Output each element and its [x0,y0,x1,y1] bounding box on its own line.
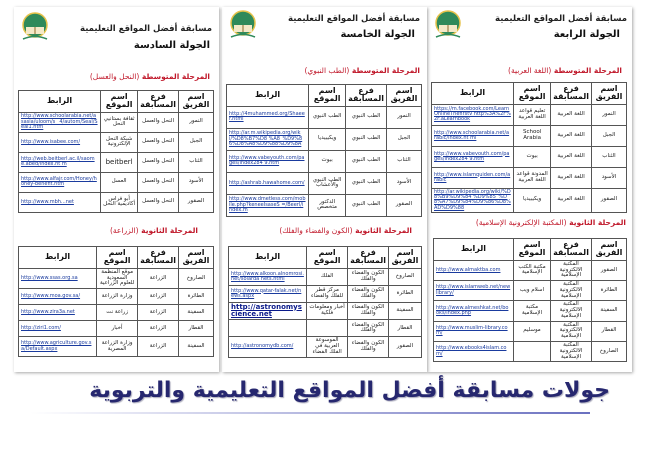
table-row [19,152,214,172]
team-cell: الأسود [387,172,422,194]
branch-cell: الزراعة [138,337,179,357]
header-site: اسم الموقع [514,83,551,105]
team-cell: القطار [179,321,214,337]
link-cell[interactable]: http://www.schoolarabia.net/arabic/index.ht ml [432,125,514,146]
branch-cell: اللغة العربية [551,188,592,212]
team-cell: الصقور [389,337,422,357]
round-6-logo [18,12,52,42]
table-row [19,112,214,132]
round-6-middle-table [18,90,214,213]
table-row [19,192,214,212]
link-cell[interactable]: http://astronomydb.com/ [229,337,307,357]
site-cell: اسلام ويب [514,281,551,301]
branch-cell: الكون والفضاء والفلك [348,320,389,337]
team-cell: الأسود [592,167,627,188]
round-6-contest-title: مسابقة أفضل المواقع التعليمية [80,24,212,34]
round-6-title: الجولة السادسة [133,40,210,51]
header-branch: فرع المسابقة [348,247,389,269]
site-cell: ويكيبيديا [309,128,346,150]
link-cell[interactable]: http://www.zira3a.net [19,305,97,321]
site-cell: شبكة النحل الإلكترونية [101,132,138,152]
round-5-middle-sub: (الطب النبوي) [304,66,350,75]
header-link: الرابط [229,247,307,269]
round-5-secondary-heading [279,226,412,235]
header-team: اسم الفريق [387,85,422,107]
round-6-secondary-heading [110,226,198,235]
link-cell[interactable]: http://www.islamweb.net/newlibrary/ [434,281,514,301]
link-cell[interactable]: http://www.moa.gov.sa/ [19,289,97,305]
team-cell: الثناب [179,152,214,172]
header-site: اسم الموقع [514,239,551,261]
round-6-middle-heading [90,72,210,81]
round-4-logo [431,10,465,40]
link-cell[interactable]: http://www.mbh...net [19,192,101,212]
team-cell: الثناب [592,146,627,167]
table-row [434,341,627,361]
branch-cell: اللغة العربية [551,167,592,188]
branch-cell: الطب النبوي [346,128,387,150]
branch-cell: الكون والفضاء والفلك [348,268,389,285]
team-cell: السفينة [179,305,214,321]
link-cell[interactable]: http://web.beitberl.ac.il/saome.abed/index.ht m [19,152,101,172]
round-4-secondary-sub: (المكتبة الإلكترونية الإسلامية) [475,218,567,227]
table-row [227,172,422,194]
header-site: اسم الموقع [101,91,138,113]
site-cell: أبو فراس أكاديمية النحل [101,192,138,212]
table-row [229,285,422,302]
team-cell: السفينة [389,302,422,320]
branch-cell: اللغة العربية [551,104,592,125]
link-cell[interactable]: http://astronomyscience.net [229,302,307,320]
team-cell: الطائرة [179,289,214,305]
round-6-middle-sub: (النحل والعسل) [89,72,140,81]
branch-cell: النحل والعسل [138,152,179,172]
round-5-middle-table [226,84,422,217]
round-5-secondary-label: المرحلة الثانوية [355,226,412,235]
branch-cell: المكتبة الالكترونية الإسلامية [551,281,592,301]
header-link: الرابط [432,83,514,105]
link-cell[interactable]: http://4muhammed.org/Shaeer.html [227,106,309,128]
header-link: الرابط [19,91,101,113]
table-row [229,302,422,320]
round-5-logo [226,10,260,40]
branch-cell: النحل والعسل [138,132,179,152]
link-cell[interactable]: http://www.almaktba.com [434,260,514,280]
header-branch: فرع المسابقة [346,85,387,107]
link-cell[interactable]: http://www.isabee.com/ [19,132,101,152]
site-cell: الطب النبوي والأعشاب [309,172,346,194]
site-cell: المدونة قواعد اللغة العربية [514,167,551,188]
round-4-middle-label: المرحلة المتوسطة [553,66,622,75]
team-cell: الصاروخ [389,268,422,285]
round-5-title: الجولة الخامسة [340,29,415,40]
link-cell[interactable]: http://www.schoolarabia.net/asasia/uloom/s _4/autom/Seal/Seal1.htm [19,112,101,132]
header-branch: فرع المسابقة [551,239,592,261]
header-link: الرابط [227,85,309,107]
round-5-contest-title: مسابقة أفضل المواقع التعليمية [288,14,420,24]
title-underline [30,412,590,414]
table-row [19,289,214,305]
team-cell: النمور [179,112,214,132]
table-row [19,172,214,192]
round-5-secondary-sub: (الكون والفضاء والفلك) [279,226,353,235]
site-cell: الموسوعة العربية في الفلك الفضاء [307,337,348,357]
site-cell: وزارة الزراعة المصرية [97,337,138,357]
round-6-secondary-sub: (الزراعة) [109,226,139,235]
branch-cell: النحل والعسل [138,112,179,132]
branch-cell: النحل والعسل [138,172,179,192]
round-6-middle-label: المرحلة المتوسطة [141,72,210,81]
site-cell: موقع المنظمة السعودية للعلوم الزراعية [97,268,138,288]
team-cell: الصقور [179,192,214,212]
table-row [227,150,422,172]
link-cell[interactable]: http://www.alkoon.alnomrosi.net/solarda nets.html [229,268,307,285]
team-cell: الجبل [387,128,422,150]
team-cell: الطائرة [389,285,422,302]
team-cell: الثناب [387,150,422,172]
table-row [434,281,627,301]
branch-cell: الطب النبوي [346,106,387,128]
link-cell[interactable]: http://www.islamquiden.com/arabic [432,167,514,188]
table-row [229,268,422,285]
team-cell: الصقور [592,260,627,280]
header-team: اسم الفريق [389,247,422,269]
table-row [227,106,422,128]
link-cell[interactable]: http://ar.wikipedia.org/wiki/%D8%B9%D9%84 %D9%85_%D8%A7%D9%84%D9%86%D8%AD%D9%88 [432,188,514,212]
header-site: اسم الموقع [307,247,348,269]
branch-cell: الطب النبوي [346,150,387,172]
branch-cell: اللغة العربية [551,146,592,167]
site-cell: مركز قطر للفلك والفضاء [307,285,348,302]
site-cell: تعليم قواعد اللغة العربية [514,104,551,125]
round-5-middle-label: المرحلة المتوسطة [351,66,420,75]
header-branch: فرع المسابقة [138,247,179,269]
header-link: الرابط [19,247,97,269]
table-row [432,125,627,146]
table-row [227,194,422,216]
branch-cell: الكون والفضاء والفلك [348,337,389,357]
link-cell[interactable]: http://www.ssas.org.sa [19,268,97,288]
link-cell[interactable]: http://www.vabeyouth.com/pages/index284 9.htm [227,150,309,172]
team-cell: الجبل [179,132,214,152]
header-team: اسم الفريق [592,239,627,261]
branch-cell: النحل والعسل [138,192,179,212]
branch-cell: الزراعة [138,321,179,337]
branch-cell: المكتبة الالكترونية الإسلامية [551,321,592,341]
team-cell: الصاروخ [592,341,627,361]
header-site: اسم الموقع [309,85,346,107]
table-row [227,128,422,150]
round-4-secondary-label: المرحلة الثانوية [569,218,626,227]
table-row [432,104,627,125]
round-6-secondary-table [18,246,214,357]
branch-cell: الطب النبوي [346,172,387,194]
team-cell: الصقور [387,194,422,216]
branch-cell: المكتبة الالكترونية الإسلامية [551,341,592,361]
site-cell: زراعة نت [97,305,138,321]
team-cell: الأسود [179,172,214,192]
table-row [19,321,214,337]
team-cell: النمور [592,104,627,125]
site-cell: بيوت [309,150,346,172]
site-cell [307,320,348,337]
branch-cell: الزراعة [138,268,179,288]
branch-cell: اللغة العربية [551,125,592,146]
header-team: اسم الفريق [592,83,627,105]
round-5-secondary-table [228,246,422,358]
main-title: جولات مسابقة أفضل المواقع التعليمية والتربوية [89,378,610,403]
link-cell[interactable]: http://www.vabevouth.com/pages/index284 9.htm [432,146,514,167]
link-cell[interactable]: https://m.facebook.com/LearnOnlineThefirstv http%3A%2F%2F.aLearnbook [432,104,514,125]
site-cell: العسل [101,172,138,192]
table-row [434,301,627,321]
round-4-middle-table [431,82,627,213]
team-cell: السفينة [592,301,627,321]
link-cell[interactable]: http://www.ebooks4islam.com/ [434,341,514,361]
header-branch: فرع المسابقة [138,91,179,113]
header-site: اسم الموقع [97,247,138,269]
table-row [229,320,422,337]
header-team: اسم الفريق [179,91,214,113]
branch-cell: الزراعة [138,289,179,305]
team-cell: القطار [592,321,627,341]
round-4-secondary-heading [476,218,626,227]
table-row [434,321,627,341]
site-cell: وزارة الزراعة [97,289,138,305]
round-4-middle-heading [508,66,622,75]
site-cell: مكتبة الكتب الإسلامية [514,260,551,280]
site-cell: ويكيبيديا [514,188,551,212]
table-row [229,337,422,357]
site-cell: School Arabia [514,125,551,146]
site-cell: أخبار [97,321,138,337]
round-4-contest-title: مسابقة أفضل المواقع التعليمية [495,14,627,24]
round-4-title: الجولة الرابعة [553,29,620,40]
branch-cell: الكون والفضاء والفلك [348,285,389,302]
site-cell: الفلك [307,268,348,285]
site-cell: ثقافة بستانيي النحل [101,112,138,132]
link-cell[interactable]: http://ashrab.hawahome.com/ [227,172,309,194]
link-cell[interactable]: http://www.almeshkat.net/books/index.php [434,301,514,321]
table-row [434,260,627,280]
site-cell: مكتبة الإسلامية [514,301,551,321]
header-link: الرابط [434,239,514,261]
link-cell[interactable]: http://www.muslim-library.com/ [434,321,514,341]
round-6-secondary-label: المرحلة الثانوية [141,226,198,235]
team-cell: الصقور [592,188,627,212]
site-cell: الدكتور متخصص [309,194,346,216]
round-4-middle-sub: (اللغة العربية) [508,66,552,75]
branch-cell: الطب النبوي [346,194,387,216]
team-cell: الجبل [592,125,627,146]
table-row [432,146,627,167]
site-cell: موسليم [514,321,551,341]
table-row [432,188,627,212]
link-cell[interactable]: http://www.dmetless.com/mobile.php?keneeIsaseS =/Beerl/index.m [227,194,309,216]
team-cell: السفينة [179,337,214,357]
round-4-secondary-table [433,238,627,362]
site-cell: الطب النبوي [309,106,346,128]
site-cell [514,341,551,361]
team-cell: الصاروخ [179,268,214,288]
table-row [19,305,214,321]
site-cell: أخبار ومعلومات فلكية [307,302,348,320]
link-cell[interactable]: http://ziri1.com/ [19,321,97,337]
header-team: اسم الفريق [179,247,214,269]
site-cell: beitberl [101,152,138,172]
branch-cell: الزراعة [138,305,179,321]
table-row [19,132,214,152]
team-cell: النمور [387,106,422,128]
link-cell[interactable]: http://ar.m.wikipedia.org/wiki/%D8%B7%D8 %A8_%D9%86%D8%A8%D9%88%D9%8A [227,128,309,150]
link-cell[interactable]: http://www.alfajr.com/Honey/honey-benefit.htm [19,172,101,192]
table-row [432,167,627,188]
team-cell: القطار [389,320,422,337]
link-cell[interactable] [229,320,307,337]
table-row [19,268,214,288]
site-cell: بيوت [514,146,551,167]
link-cell[interactable]: http://www.agriculture.gov.sa/Default.aspx [19,337,97,357]
branch-cell: الكون والفضاء والفلك [348,302,389,320]
table-row [19,337,214,357]
team-cell: الطائرة [592,281,627,301]
round-5-middle-heading [304,66,420,75]
branch-cell: المكتبة الالكترونية الإسلامية [551,301,592,321]
link-cell[interactable]: http://www.qatar-falak.net/news.aspx [229,285,307,302]
branch-cell: المكتبة الالكترونية الإسلامية [551,260,592,280]
header-branch: فرع المسابقة [551,83,592,105]
